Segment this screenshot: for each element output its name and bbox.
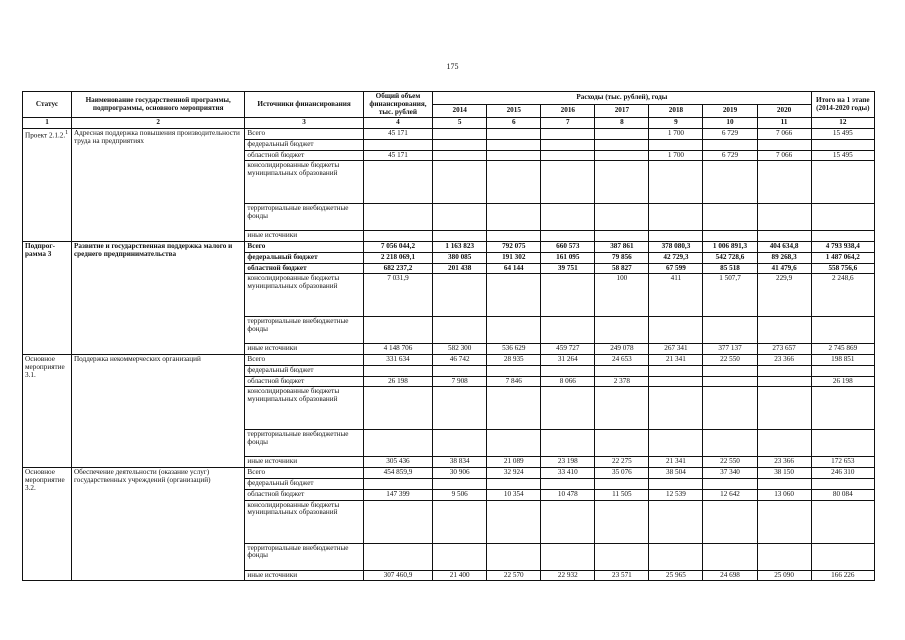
year-value: 24 698: [703, 570, 757, 581]
year-value: 404 634,8: [757, 242, 811, 253]
year-value: 22 932: [541, 570, 595, 581]
year-value: [433, 274, 487, 317]
column-number: 3: [245, 118, 363, 129]
column-number: 8: [595, 118, 649, 129]
year-value: [703, 543, 757, 570]
year-value: [487, 479, 541, 490]
stage-value: [811, 430, 874, 457]
stage-value: 198 851: [811, 355, 874, 366]
stage-value: 1 487 064,2: [811, 252, 874, 263]
source-other: иные источники: [245, 570, 363, 581]
year-value: [595, 479, 649, 490]
year-value: [433, 430, 487, 457]
year-value: [649, 430, 703, 457]
year-value: [487, 387, 541, 430]
year-value: [433, 150, 487, 161]
footnote-mark: 1: [65, 130, 69, 137]
year-value: 21 341: [649, 355, 703, 366]
source-federal: федеральный бюджет: [245, 479, 363, 490]
year-value: [487, 161, 541, 204]
source-municipal: консолидированные бюджеты муниципальных образований: [245, 274, 363, 317]
year-value: [595, 161, 649, 204]
year-value: [487, 430, 541, 457]
year-value: [757, 365, 811, 376]
stage-value: [811, 365, 874, 376]
year-value: [595, 231, 649, 242]
year-value: [703, 387, 757, 430]
year-value: [703, 161, 757, 204]
year-value: 582 300: [433, 344, 487, 355]
source-all: Всего: [245, 468, 363, 479]
year-value: [487, 150, 541, 161]
stage-value: [811, 317, 874, 344]
block-status: Подпрог-рамма 3: [23, 242, 72, 355]
column-number-row: [23, 118, 875, 129]
total-value: 45 171: [363, 150, 432, 161]
year-value: [703, 430, 757, 457]
year-value: [433, 500, 487, 543]
year-value: 1 700: [649, 129, 703, 140]
column-number: 7: [541, 118, 595, 129]
block-status: Основное мероприятие 3.1.: [23, 355, 72, 468]
source-other: иные источники: [245, 231, 363, 242]
year-value: 10 354: [487, 489, 541, 500]
year-value: [595, 317, 649, 344]
stage-value: 4 793 938,4: [811, 242, 874, 253]
year-value: [541, 204, 595, 231]
table-row: [23, 355, 875, 366]
year-value: 23 571: [595, 570, 649, 581]
financing-table: [22, 91, 875, 581]
year-value: 22 570: [487, 570, 541, 581]
stage-value: 246 310: [811, 468, 874, 479]
year-value: [433, 317, 487, 344]
header-year: 2018: [649, 105, 703, 118]
total-value: 147 399: [363, 489, 432, 500]
source-funds: территориальные внебюджетные фонды: [245, 430, 363, 457]
year-value: [757, 543, 811, 570]
year-value: [703, 479, 757, 490]
header-year: 2019: [703, 105, 757, 118]
header-name: Наименование государственной программы, подпрограммы, основного мероприятия: [71, 92, 244, 118]
year-value: 161 095: [541, 252, 595, 263]
year-value: [595, 204, 649, 231]
year-value: [649, 387, 703, 430]
year-value: [757, 139, 811, 150]
year-value: 536 629: [487, 344, 541, 355]
header-expenses: Расходы (тыс. рублей), годы: [433, 92, 811, 105]
year-value: 42 729,3: [649, 252, 703, 263]
total-value: [363, 161, 432, 204]
stage-value: [811, 204, 874, 231]
year-value: [541, 139, 595, 150]
year-value: [433, 204, 487, 231]
year-value: [703, 139, 757, 150]
year-value: 267 341: [649, 344, 703, 355]
year-value: 67 599: [649, 263, 703, 274]
year-value: 24 653: [595, 355, 649, 366]
year-value: 8 066: [541, 376, 595, 387]
year-value: [541, 500, 595, 543]
source-other: иные источники: [245, 457, 363, 468]
source-federal: федеральный бюджет: [245, 252, 363, 263]
year-value: 21 400: [433, 570, 487, 581]
stage-value: 15 495: [811, 129, 874, 140]
stage-value: [811, 500, 874, 543]
year-value: 459 727: [541, 344, 595, 355]
year-value: 25 965: [649, 570, 703, 581]
source-regional: областной бюджет: [245, 150, 363, 161]
total-value: 307 460,9: [363, 570, 432, 581]
block-status: Основное мероприятие 3.2.: [23, 468, 72, 581]
year-value: 2 378: [595, 376, 649, 387]
total-value: [363, 365, 432, 376]
year-value: [541, 479, 595, 490]
total-value: [363, 430, 432, 457]
total-value: 7 056 044,2: [363, 242, 432, 253]
year-value: 89 268,3: [757, 252, 811, 263]
year-value: 7 066: [757, 150, 811, 161]
year-value: 411: [649, 274, 703, 317]
year-value: [433, 129, 487, 140]
year-value: [541, 231, 595, 242]
total-value: 331 634: [363, 355, 432, 366]
column-number: 12: [811, 118, 874, 129]
total-value: [363, 204, 432, 231]
year-value: [595, 500, 649, 543]
year-value: 1 006 891,3: [703, 242, 757, 253]
source-other: иные источники: [245, 344, 363, 355]
year-value: 22 550: [703, 355, 757, 366]
year-value: [703, 376, 757, 387]
year-value: 46 742: [433, 355, 487, 366]
year-value: 377 137: [703, 344, 757, 355]
year-value: 85 518: [703, 263, 757, 274]
column-number: 10: [703, 118, 757, 129]
source-regional: областной бюджет: [245, 376, 363, 387]
year-value: [757, 500, 811, 543]
stage-value: 26 198: [811, 376, 874, 387]
year-value: [541, 129, 595, 140]
block-name: Поддержка некоммерческих организаций: [71, 355, 244, 468]
year-value: [487, 129, 541, 140]
year-value: [541, 317, 595, 344]
table-body: [23, 129, 875, 581]
source-funds: территориальные внебюджетные фонды: [245, 317, 363, 344]
year-value: 378 080,3: [649, 242, 703, 253]
total-value: 4 148 706: [363, 344, 432, 355]
year-value: 7 846: [487, 376, 541, 387]
block-name: Адресная поддержка повышения производительности труда на предприятиях: [71, 129, 244, 242]
year-value: 1 507,7: [703, 274, 757, 317]
year-value: [595, 150, 649, 161]
year-value: [595, 139, 649, 150]
source-municipal: консолидированные бюджеты муниципальных образований: [245, 387, 363, 430]
year-value: [703, 317, 757, 344]
year-value: [541, 161, 595, 204]
source-all: Всего: [245, 129, 363, 140]
stage-value: 172 653: [811, 457, 874, 468]
year-value: 38 504: [649, 468, 703, 479]
year-value: 30 906: [433, 468, 487, 479]
header-status: Статус: [23, 92, 72, 118]
year-value: 7 066: [757, 129, 811, 140]
year-value: 380 085: [433, 252, 487, 263]
year-value: 201 438: [433, 263, 487, 274]
year-value: 32 924: [487, 468, 541, 479]
year-value: [487, 543, 541, 570]
source-all: Всего: [245, 355, 363, 366]
year-value: [595, 543, 649, 570]
year-value: 37 340: [703, 468, 757, 479]
year-value: [649, 543, 703, 570]
header-stage: Итого на 1 этапе (2014-2020 годы): [811, 92, 874, 118]
source-all: Всего: [245, 242, 363, 253]
year-value: [487, 500, 541, 543]
year-value: [433, 365, 487, 376]
year-value: [433, 139, 487, 150]
year-value: [433, 161, 487, 204]
year-value: 38 150: [757, 468, 811, 479]
year-value: [541, 365, 595, 376]
year-value: [703, 500, 757, 543]
header-year: 2015: [487, 105, 541, 118]
year-value: [649, 204, 703, 231]
column-number: 4: [363, 118, 432, 129]
year-value: [541, 387, 595, 430]
header-year: 2014: [433, 105, 487, 118]
year-value: [757, 231, 811, 242]
total-value: [363, 139, 432, 150]
year-value: [757, 161, 811, 204]
total-value: [363, 500, 432, 543]
total-value: [363, 387, 432, 430]
column-number: 11: [757, 118, 811, 129]
total-value: [363, 479, 432, 490]
header-year: 2017: [595, 105, 649, 118]
total-value: [363, 231, 432, 242]
header-year: 2020: [757, 105, 811, 118]
year-value: 7 908: [433, 376, 487, 387]
year-value: 28 935: [487, 355, 541, 366]
year-value: [433, 479, 487, 490]
year-value: 22 275: [595, 457, 649, 468]
year-value: [541, 430, 595, 457]
source-funds: территориальные внебюджетные фонды: [245, 204, 363, 231]
year-value: 1 163 823: [433, 242, 487, 253]
year-value: [541, 274, 595, 317]
year-value: 31 264: [541, 355, 595, 366]
stage-value: 2 248,6: [811, 274, 874, 317]
year-value: [649, 139, 703, 150]
year-value: 229,9: [757, 274, 811, 317]
year-value: 6 729: [703, 150, 757, 161]
total-value: 7 031,9: [363, 274, 432, 317]
stage-value: 166 226: [811, 570, 874, 581]
column-number: 1: [23, 118, 72, 129]
year-value: 12 642: [703, 489, 757, 500]
year-value: 64 144: [487, 263, 541, 274]
block-status: Проект 2.1.2.$^1$: [23, 129, 72, 242]
year-value: 542 728,6: [703, 252, 757, 263]
year-value: 23 198: [541, 457, 595, 468]
column-number: 2: [71, 118, 244, 129]
column-number: 5: [433, 118, 487, 129]
year-value: [487, 317, 541, 344]
year-value: [487, 204, 541, 231]
table-row: [23, 129, 875, 140]
year-value: 79 856: [595, 252, 649, 263]
year-value: 22 550: [703, 457, 757, 468]
year-value: 33 410: [541, 468, 595, 479]
source-municipal: консолидированные бюджеты муниципальных образований: [245, 500, 363, 543]
year-value: 6 729: [703, 129, 757, 140]
column-number: 9: [649, 118, 703, 129]
year-value: 39 751: [541, 263, 595, 274]
block-name: Обеспечение деятельности (оказание услуг) государственных учреждений (организаций): [71, 468, 244, 581]
source-regional: областной бюджет: [245, 263, 363, 274]
year-value: 660 573: [541, 242, 595, 253]
year-value: [649, 376, 703, 387]
year-value: [649, 365, 703, 376]
year-value: [433, 543, 487, 570]
year-value: [649, 500, 703, 543]
stage-value: [811, 139, 874, 150]
year-value: 249 078: [595, 344, 649, 355]
total-value: 26 198: [363, 376, 432, 387]
year-value: 41 479,6: [757, 263, 811, 274]
total-value: [363, 317, 432, 344]
year-value: 12 539: [649, 489, 703, 500]
total-value: 2 218 069,1: [363, 252, 432, 263]
year-value: [595, 387, 649, 430]
year-value: [757, 317, 811, 344]
year-value: [541, 150, 595, 161]
year-value: 21 341: [649, 457, 703, 468]
total-value: 454 859,9: [363, 468, 432, 479]
year-value: [649, 479, 703, 490]
year-value: 9 506: [433, 489, 487, 500]
stage-value: 2 745 869: [811, 344, 874, 355]
table-header: [23, 92, 875, 129]
source-federal: федеральный бюджет: [245, 139, 363, 150]
stage-value: [811, 543, 874, 570]
year-value: [757, 387, 811, 430]
year-value: [595, 430, 649, 457]
year-value: [757, 204, 811, 231]
year-value: 387 861: [595, 242, 649, 253]
year-value: 38 834: [433, 457, 487, 468]
year-value: [541, 543, 595, 570]
year-value: [487, 274, 541, 317]
year-value: [433, 387, 487, 430]
stage-value: 80 084: [811, 489, 874, 500]
year-value: 25 090: [757, 570, 811, 581]
total-value: 305 436: [363, 457, 432, 468]
stage-value: [811, 387, 874, 430]
year-value: 23 366: [757, 355, 811, 366]
year-value: 21 089: [487, 457, 541, 468]
year-value: [703, 365, 757, 376]
stage-value: 15 495: [811, 150, 874, 161]
year-value: [595, 129, 649, 140]
year-value: [703, 204, 757, 231]
header-total: Общий объем финансирования, тыс. рублей: [363, 92, 432, 118]
year-value: 11 505: [595, 489, 649, 500]
header-year: 2016: [541, 105, 595, 118]
stage-value: [811, 231, 874, 242]
year-value: 10 478: [541, 489, 595, 500]
source-municipal: консолидированные бюджеты муниципальных образований: [245, 161, 363, 204]
source-federal: федеральный бюджет: [245, 365, 363, 376]
year-value: [487, 139, 541, 150]
total-value: 682 237,2: [363, 263, 432, 274]
column-number: 6: [487, 118, 541, 129]
year-value: 1 700: [649, 150, 703, 161]
source-regional: областной бюджет: [245, 489, 363, 500]
year-value: 13 060: [757, 489, 811, 500]
year-value: [649, 161, 703, 204]
year-value: [703, 231, 757, 242]
year-value: [595, 365, 649, 376]
year-value: 23 366: [757, 457, 811, 468]
total-value: [363, 543, 432, 570]
stage-value: [811, 479, 874, 490]
block-name: Развитие и государственная поддержка малого и среднего предпринимательства: [71, 242, 244, 355]
year-value: 792 075: [487, 242, 541, 253]
table-row: [23, 242, 875, 253]
page-number: 175: [446, 62, 459, 71]
year-value: [757, 376, 811, 387]
stage-value: 558 756,6: [811, 263, 874, 274]
stage-value: [811, 161, 874, 204]
year-value: [757, 479, 811, 490]
year-value: 100: [595, 274, 649, 317]
year-value: 35 076: [595, 468, 649, 479]
year-value: [757, 430, 811, 457]
year-value: [487, 365, 541, 376]
year-value: [433, 231, 487, 242]
year-value: 191 302: [487, 252, 541, 263]
year-value: [649, 231, 703, 242]
table-row: [23, 468, 875, 479]
year-value: 273 657: [757, 344, 811, 355]
year-value: [649, 317, 703, 344]
source-funds: территориальные внебюджетные фонды: [245, 543, 363, 570]
year-value: 58 827: [595, 263, 649, 274]
year-value: [487, 231, 541, 242]
header-source: Источники финансирования: [245, 92, 363, 118]
total-value: 45 171: [363, 129, 432, 140]
